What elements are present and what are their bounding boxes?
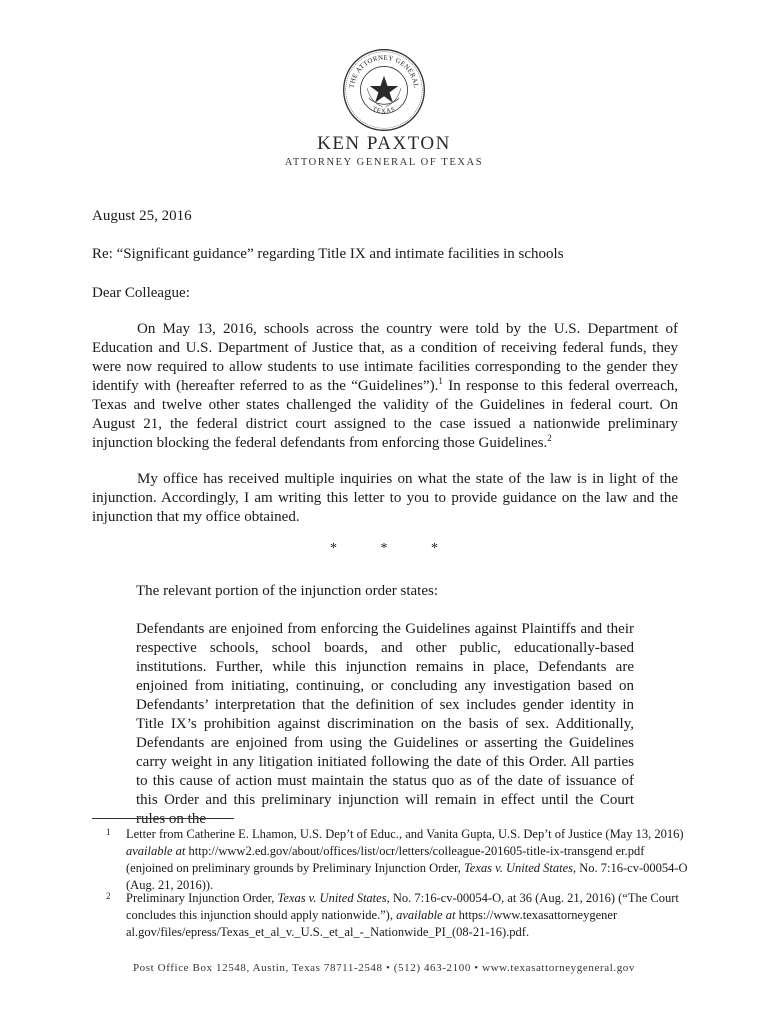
footnote-italic: available at (396, 908, 456, 922)
seal-ring-text: THE ATTORNEY GENERAL (348, 54, 420, 89)
footnote-link-text[interactable]: http://www2.ed.gov/about/offices/list/ocr/letters/colleague-201605-title-ix-transgend er.pdf (enjoined on preliminary grounds by Preliminary Injunction Order, (126, 844, 645, 875)
paragraph-1-text-a: On May 13, 2016, schools across the country were told by the U.S. Department of Education and U.S. Department of Justice that, as a condition of receiving federal funds, they were now required to allow students to use intimate facilities corresponding to the gender they identify with (hereafter referred to as the “Guidelines”). (92, 321, 678, 394)
footnote-case-name: Texas v. United States (463, 861, 573, 875)
separator-star: * (431, 541, 438, 556)
letter-footer: Post Office Box 12548, Austin, Texas 78711-2548 • (512) 463-2100 • www.texasattorneygeneral.gov (132, 962, 636, 974)
seal-star-icon (370, 76, 399, 103)
footnote-text: Letter from Catherine E. Lhamon, U.S. Dep’t of Educ., and Vanita Gupta, U.S. Dep’t of Justice (May 13, 2016) (126, 827, 684, 841)
footnote-italic: available at (126, 844, 186, 858)
separator-star: * (330, 541, 337, 556)
separator-star: * (380, 541, 388, 556)
footnote-number: 2 (106, 891, 111, 901)
footnote-link-text[interactable]: https://www.texasattorneygener al.gov/files/epress/Texas_et_al_v._U.S._et_al_-_Nationwide_PI_(08-21-16).pdf. (126, 908, 618, 939)
paragraph-2: My office has received multiple inquiries on what the state of the law is in light of the injunction. Accordingly, I am writing this letter to you to provide guidance on the law and the injunction that my office obtained. (92, 471, 678, 525)
quote-intro: The relevant portion of the injunction order states: (136, 583, 438, 599)
footnote-2 (92, 890, 692, 941)
footnote-case-name: Texas v. United States (277, 891, 387, 905)
footnote-ref-2[interactable]: 2 (547, 433, 552, 443)
letterhead-name: KEN PAXTON (317, 133, 451, 154)
footnote-body (126, 826, 692, 894)
seal-bottom-text: TEXAS (371, 105, 397, 115)
footnote-divider (92, 818, 234, 819)
section-separator (0, 541, 768, 557)
seal-wreath (369, 98, 399, 104)
footnote-number: 1 (106, 827, 111, 837)
paragraph-1-text-b: In response to this federal overreach, Texas and twelve other states challenged the validity of the Guidelines in federal court. On August 21, the federal district court assigned to the case issued a nationwide preliminary injunction blocking the federal defendants from enforcing those Guidelines. (92, 378, 678, 451)
salutation: Dear Colleague: (92, 285, 190, 301)
letterhead-title: ATTORNEY GENERAL OF TEXAS (284, 157, 484, 168)
letter-date: August 25, 2016 (92, 208, 192, 224)
block-quote: Defendants are enjoined from enforcing the Guidelines against Plaintiffs and their respective schools, school boards, and other public, educationally-based institutions. Further, while this injunction remains in place, Defendants are enjoined from initiating, continuing, or concluding any investigation based on Defendants’ interpretation that the definition of sex includes gender identity in Title IX’s prohibition against discrimination on the basis of sex. Additionally, Defendants are enjoined from using the Guidelines or asserting the Guidelines carry weight in any litigation initiated following the date of this Order. All parties to this cause of action must maintain the status quo as of the date of issuance of this Order and this preliminary injunction will remain in effect until the Court rules on the (136, 621, 634, 827)
footnote-1 (92, 826, 692, 894)
paragraph-1 (92, 320, 678, 453)
svg-text:TEXAS (371, 105, 396, 114)
footnote-body (126, 890, 692, 941)
attorney-general-seal (342, 48, 426, 132)
footnote-text: , No. 7:16-cv-00054-O (Aug. 21, 2016)). (126, 861, 688, 892)
footnote-text: , No. 7:16-cv-00054-O, at 36 (Aug. 21, 2016) (“The Court concludes this injunction should apply nationwide.”), (126, 891, 679, 922)
seal-graphic (342, 48, 426, 132)
letter-subject: Re: “Significant guidance” regarding Title IX and intimate facilities in schools (92, 246, 564, 262)
footnote-text: Preliminary Injunction Order, (126, 891, 278, 905)
footnote-ref-1[interactable]: 1 (438, 376, 443, 386)
